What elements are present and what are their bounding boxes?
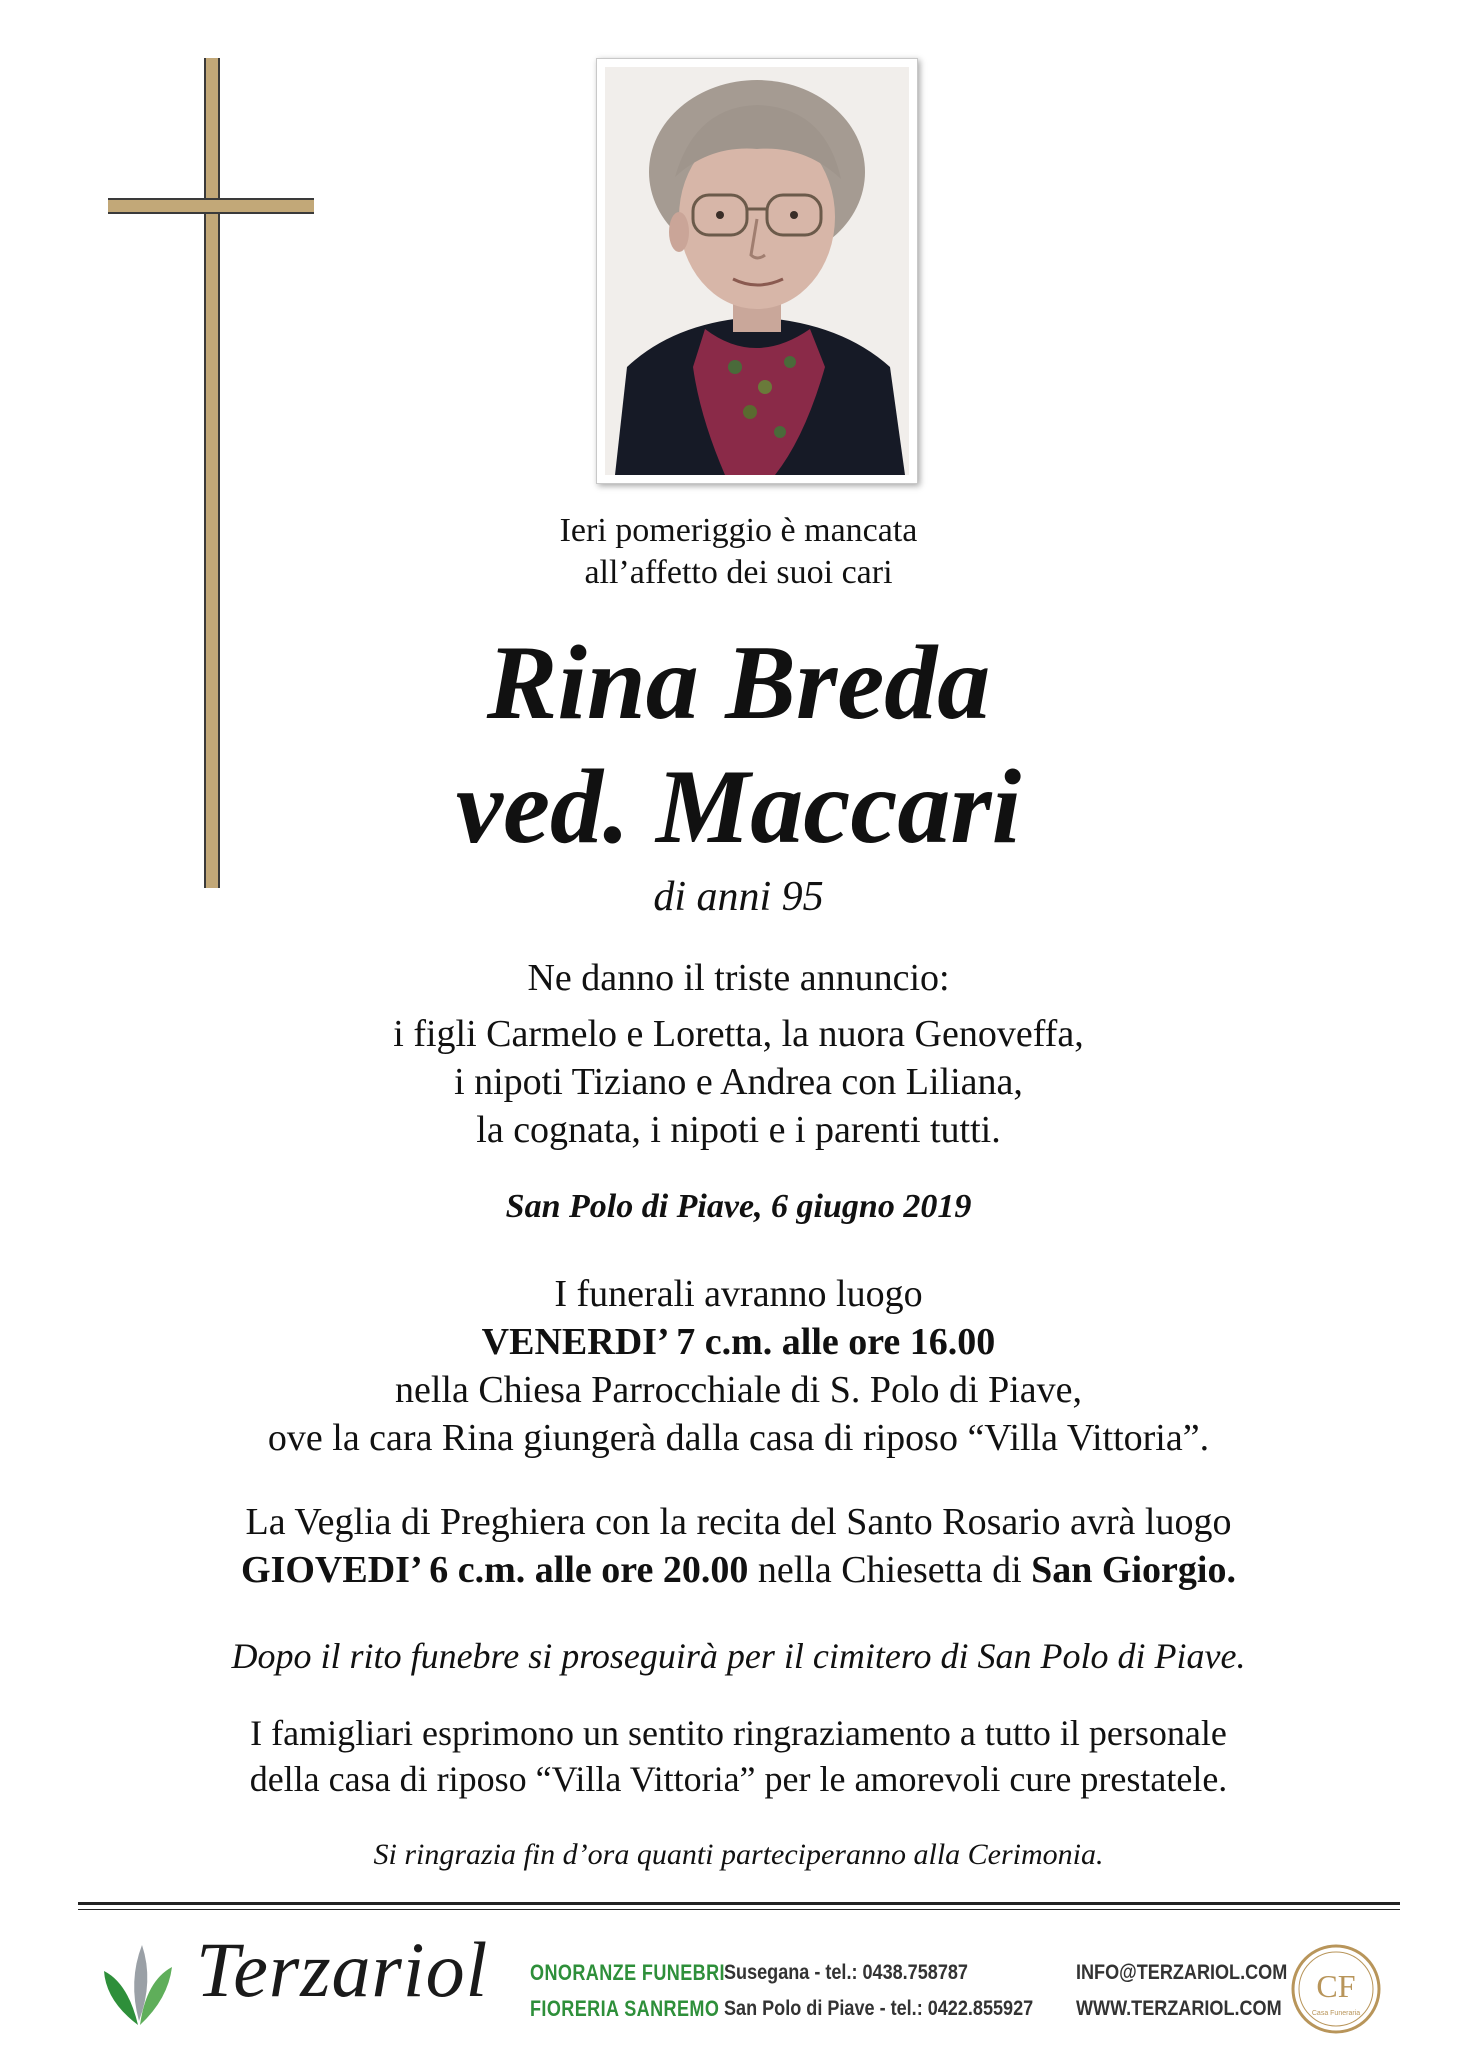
intro-text	[0, 510, 1477, 594]
family-line-1: i figli Carmelo e Loretta, la nuora Genoveffa,	[393, 1013, 1084, 1055]
vigil-middle-text: nella Chiesetta di	[748, 1549, 1032, 1591]
announcement-heading: Ne danno il triste annuncio:	[527, 957, 950, 999]
intro-line-2: all’affetto dei suoi cari	[584, 554, 893, 591]
brand-logo-text: Terzariol	[196, 1926, 489, 2013]
contact-website[interactable]: WWW.TERZARIOL.COM	[1076, 1997, 1282, 2020]
funeral-info	[0, 1270, 1477, 1462]
footer-locations	[724, 1955, 1033, 2027]
place-and-date: San Polo di Piave, 6 giugno 2019	[505, 1188, 972, 1225]
vigil-place: San Giorgio.	[1031, 1549, 1236, 1591]
seal-caption: Casa Funeraria	[1311, 2010, 1361, 2017]
footer-contacts	[1076, 1955, 1287, 2027]
cross-horizontal-bar	[108, 198, 314, 214]
footer-divider	[78, 1902, 1400, 1905]
footer-divider-thin	[78, 1909, 1400, 1910]
location-san-polo: San Polo di Piave - tel.: 0422.855927	[724, 1997, 1034, 2020]
family-list	[0, 1010, 1477, 1154]
funeral-line-4: ove la cara Rina giungerà dalla casa di riposo “Villa Vittoria”.	[267, 1417, 1210, 1459]
intro-line-1: Ieri pomeriggio è mancata	[559, 512, 918, 549]
service-funeral: ONORANZE FUNEBRI	[530, 1960, 725, 1985]
contact-email[interactable]: INFO@TERZARIOL.COM	[1076, 1961, 1288, 1984]
thanks-line-1: I famigliari esprimono un sentito ringraziamento a tutto il personale	[250, 1713, 1227, 1753]
portrait-photo-frame	[596, 58, 918, 484]
footer	[0, 1915, 1477, 2035]
deceased-married-name: ved. Maccari	[455, 748, 1022, 865]
vigil-info	[0, 1498, 1477, 1594]
vigil-day-time: GIOVEDI’ 6 c.m. alle ore 20.00	[241, 1549, 749, 1591]
vigil-line-2	[0, 1546, 1477, 1594]
deceased-age: di anni 95	[653, 874, 824, 920]
service-florist: FIORERIA SANREMO	[530, 1996, 720, 2021]
seal-icon	[1290, 1943, 1382, 2035]
seal-letters: CF	[1316, 1968, 1356, 2004]
family-line-2: i nipoti Tiziano e Andrea con Liliana,	[454, 1061, 1023, 1103]
burial-info: Dopo il rito funebre si proseguirà per il cimitero di San Polo di Piave.	[231, 1636, 1246, 1676]
vigil-line-1: La Veglia di Preghiera con la recita del Santo Rosario avrà luogo	[245, 1501, 1232, 1543]
deceased-name: Rina Breda	[486, 624, 991, 741]
family-line-3: la cognata, i nipoti e i parenti tutti.	[476, 1109, 1001, 1151]
funeral-line-1: I funerali avranno luogo	[554, 1273, 923, 1315]
location-susegana: Susegana - tel.: 0438.758787	[724, 1961, 968, 1984]
leaf-logo-icon	[98, 1941, 178, 2027]
footer-services	[530, 1955, 725, 2027]
funeral-day-time: VENERDI’ 7 c.m. alle ore 16.00	[481, 1321, 996, 1363]
closing-text: Si ringrazia fin d’ora quanti parteciperanno alla Cerimonia.	[373, 1838, 1104, 1871]
funeral-line-3: nella Chiesa Parrocchiale di S. Polo di Piave,	[394, 1369, 1083, 1411]
thanks-text	[0, 1710, 1477, 1802]
thanks-line-2: della casa di riposo “Villa Vittoria” per le amorevoli cure prestatele.	[249, 1759, 1228, 1799]
portrait-photo	[605, 67, 909, 475]
